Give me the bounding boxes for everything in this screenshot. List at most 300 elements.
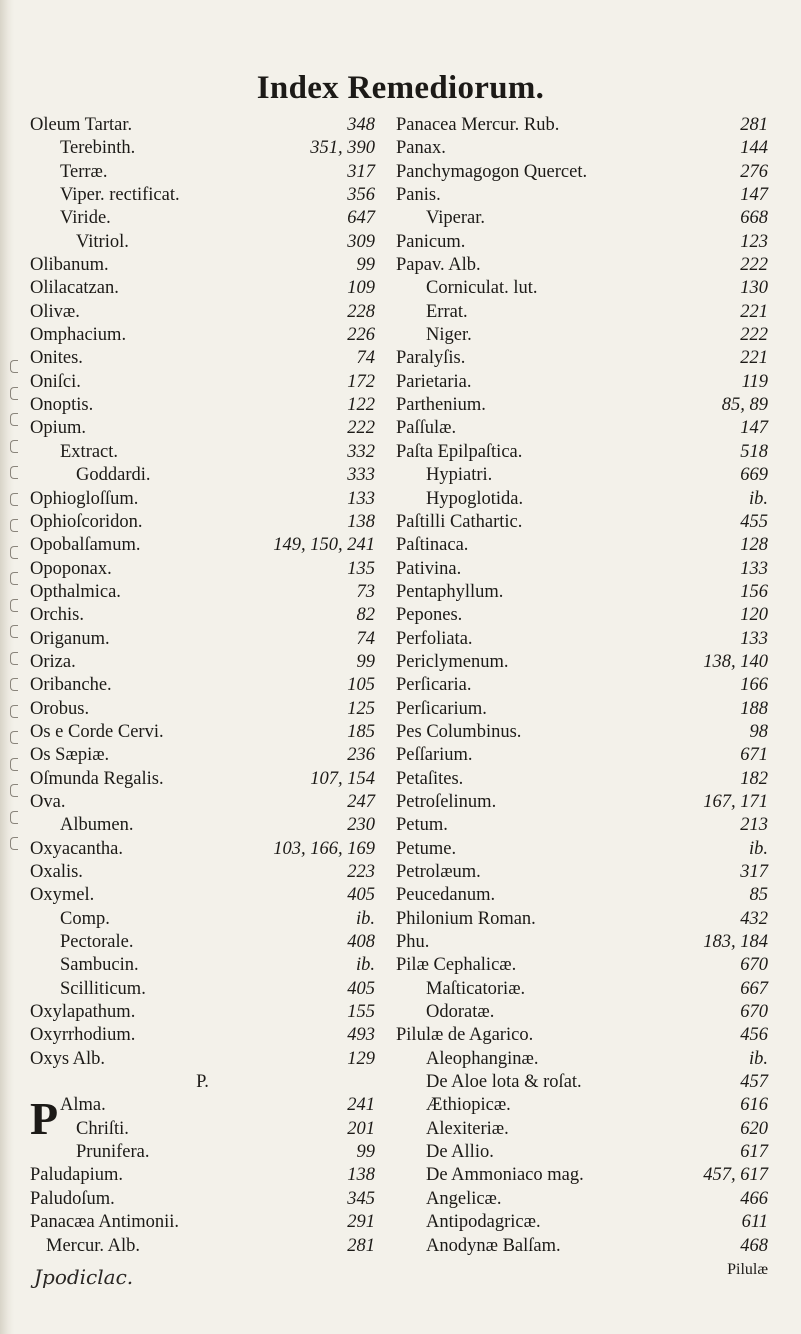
- index-entry-page: 133: [740, 558, 768, 579]
- index-entry: [396, 558, 768, 581]
- index-entry: [30, 1235, 375, 1258]
- index-entry: [396, 674, 768, 697]
- index-entry-term: Alexiteriæ.: [426, 1118, 509, 1139]
- index-entry-term: Maſticatoriæ.: [426, 978, 526, 999]
- index-entry-term: De Allio.: [426, 1142, 494, 1163]
- index-entry: [396, 791, 768, 814]
- index-entry-page: 332: [347, 441, 375, 462]
- index-entry: [30, 604, 375, 627]
- index-entry: [30, 791, 375, 814]
- index-entry-term: Terræ.: [60, 161, 108, 182]
- index-entry-page: 456: [740, 1025, 768, 1046]
- index-entry-page: 669: [740, 465, 768, 486]
- index-entry-term: Periclymenum.: [396, 651, 509, 672]
- index-entry: [396, 1024, 768, 1047]
- index-entry-term: Paludapium.: [30, 1165, 124, 1186]
- index-entry: [396, 1001, 768, 1024]
- index-entry-term: Paſtinaca.: [396, 535, 469, 556]
- index-entry: [30, 184, 375, 207]
- index-entry-page: 144: [740, 138, 768, 159]
- index-entry: [396, 207, 768, 230]
- index-entry-page: 222: [740, 325, 768, 346]
- index-entry-term: Os Sæpiæ.: [30, 745, 110, 766]
- index-entry: [30, 558, 375, 581]
- index-entry: [396, 1188, 768, 1211]
- index-entry: [396, 978, 768, 1001]
- index-entry: [30, 651, 375, 674]
- index-entry-term: Odoratæ.: [426, 1002, 495, 1023]
- index-entry-page: 241: [347, 1095, 375, 1116]
- index-entry: [30, 324, 375, 347]
- index-entry: [30, 744, 375, 767]
- index-entry: [396, 954, 768, 977]
- index-entry-page: 120: [740, 605, 768, 626]
- index-entry-term: Perfoliata.: [396, 628, 473, 649]
- index-entry: [396, 1211, 768, 1234]
- index-entry-term: Pilæ Cephalicæ.: [396, 955, 517, 976]
- index-entry: [30, 207, 375, 230]
- index-entry: [30, 954, 375, 977]
- index-entry-term: Chriſti.: [76, 1118, 129, 1139]
- index-entry: [30, 254, 375, 277]
- index-entry-term: Scilliticum.: [60, 978, 146, 999]
- index-entry-term: Sambucin.: [60, 955, 139, 976]
- index-entry: [30, 1071, 375, 1094]
- index-entry: [396, 651, 768, 674]
- index-entry-page: 122: [347, 395, 375, 416]
- index-entry: [396, 768, 768, 791]
- index-entry-term: Viperar.: [426, 208, 485, 229]
- index-entry-page: 667: [740, 978, 768, 999]
- index-entry: [396, 1118, 768, 1141]
- index-entry: [396, 1071, 768, 1094]
- index-entry-page: 408: [347, 932, 375, 953]
- index-entry-page: 138: [347, 1165, 375, 1186]
- index-entry: [30, 698, 375, 721]
- index-entry-term: Origanum.: [30, 628, 110, 649]
- index-entry-page: 183, 184: [703, 932, 768, 953]
- index-entry-term: Papav. Alb.: [396, 255, 481, 276]
- index-entry-term: Terebinth.: [60, 138, 136, 159]
- index-entry-term: Pes Columbinus.: [396, 721, 522, 742]
- index-entry-term: Vitriol.: [76, 231, 129, 252]
- index-entry: [396, 324, 768, 347]
- index-entry-page: 167, 171: [703, 791, 768, 812]
- index-entry-page: 317: [740, 862, 768, 882]
- index-entry-term: Oleum Tartar.: [30, 115, 133, 135]
- index-entry: [396, 231, 768, 254]
- index-entry: [396, 931, 768, 954]
- index-entry-page: 85, 89: [721, 395, 768, 416]
- index-entry-term: Pilulæ de Agarico.: [396, 1025, 534, 1046]
- index-entry: [30, 371, 375, 394]
- index-entry: [30, 231, 375, 254]
- index-entry: [30, 511, 375, 534]
- index-entry-page: 125: [347, 698, 375, 719]
- index-entry: [396, 908, 768, 931]
- index-entry-term: Hypoglotida.: [426, 488, 524, 509]
- index-entry-term: Olibanum.: [30, 255, 109, 276]
- index-entry-term: Opoponax.: [30, 558, 112, 579]
- index-entry-page: 133: [347, 488, 375, 509]
- index-entry-term: Viper. rectificat.: [60, 185, 180, 206]
- index-entry-page: 133: [740, 628, 768, 649]
- index-entry-page: 107, 154: [310, 768, 375, 789]
- index-entry-term: Opthalmica.: [30, 581, 121, 602]
- index-entry-page: 138, 140: [703, 651, 768, 672]
- index-entry: [396, 604, 768, 627]
- index-entry: [30, 931, 375, 954]
- index-entry-term: Philonium Roman.: [396, 908, 536, 929]
- index-entry: [396, 1164, 768, 1187]
- index-entry-page: 129: [347, 1048, 375, 1069]
- index-entry-page: ib.: [748, 838, 768, 859]
- index-entry-term: Panicum.: [396, 231, 466, 252]
- index-entry: [396, 1141, 768, 1164]
- index-entry: [396, 371, 768, 394]
- index-entry-term: Perſicarium.: [396, 698, 487, 719]
- index-entry-term: Phu.: [396, 932, 430, 953]
- index-entry: [30, 161, 375, 184]
- index-entry-page: 617: [740, 1142, 768, 1163]
- index-entry-term: Petaſites.: [396, 768, 464, 789]
- index-entry-page: ib.: [748, 488, 768, 509]
- index-entry-page: 647: [347, 208, 375, 229]
- index-entry: [30, 1188, 375, 1211]
- index-entry-term: Panax.: [396, 138, 446, 159]
- index-entry-page: 147: [740, 185, 768, 206]
- index-entry: [30, 1164, 375, 1187]
- index-entry-term: Paſſulæ.: [396, 418, 457, 439]
- index-entry-term: Onites.: [30, 348, 83, 369]
- index-entry: [30, 908, 375, 931]
- index-entry: [30, 838, 375, 861]
- index-entry: [30, 581, 375, 604]
- index-entry-page: 82: [356, 605, 375, 626]
- index-entry-page: 135: [347, 558, 375, 579]
- index-entry: [30, 1141, 375, 1164]
- index-entry-page: 105: [347, 675, 375, 696]
- index-entry: [396, 277, 768, 300]
- index-entry-term: Os e Corde Cervi.: [30, 721, 164, 742]
- index-entry-term: Oxymel.: [30, 885, 95, 906]
- index-entry-page: 103, 166, 169: [273, 838, 375, 859]
- index-entry-term: Ova.: [30, 791, 66, 812]
- index-entry-page: 493: [347, 1025, 375, 1046]
- margin-bracket-marks: [10, 360, 20, 830]
- index-entry-term: Petum.: [396, 815, 448, 836]
- index-entry-page: 74: [356, 348, 375, 369]
- index-entry: [30, 721, 375, 744]
- index-entry: [396, 838, 768, 861]
- index-entry-term: Olivæ.: [30, 301, 80, 322]
- index-entry: [396, 394, 768, 417]
- index-entry-term: Peucedanum.: [396, 885, 496, 906]
- index-entry: [396, 628, 768, 651]
- index-entry: [30, 1048, 375, 1071]
- index-entry-page: 155: [347, 1002, 375, 1023]
- index-entry-page: ib.: [355, 955, 375, 976]
- index-entry-term: Petroſelinum.: [396, 791, 497, 812]
- index-entry-term: Omphacium.: [30, 325, 127, 346]
- index-entry-page: 317: [347, 161, 375, 182]
- index-entry-page: 281: [740, 115, 768, 135]
- index-entry-page: 213: [740, 815, 768, 836]
- index-entry-page: 457, 617: [703, 1165, 768, 1186]
- index-entry-page: 518: [740, 441, 768, 462]
- index-entry-term: Peſſarium.: [396, 745, 473, 766]
- index-entry-page: 457: [740, 1072, 768, 1093]
- index-entry-page: 156: [740, 581, 768, 602]
- index-entry-page: 466: [740, 1188, 768, 1209]
- index-entry-term: Oniſci.: [30, 371, 81, 392]
- index-entry-term: Comp.: [60, 908, 110, 929]
- index-entry-page: 166: [740, 675, 768, 696]
- index-entry-term: Aleophanginæ.: [426, 1048, 539, 1069]
- index-entry-page: 222: [740, 255, 768, 276]
- index-entry-page: 291: [347, 1212, 375, 1233]
- index-entry: [30, 1118, 375, 1141]
- index-entry: [396, 161, 768, 184]
- index-entry: [396, 861, 768, 884]
- index-entry: [30, 978, 375, 1001]
- index-entry-page: 149, 150, 241: [273, 535, 375, 556]
- index-entry: [396, 347, 768, 370]
- index-entry-page: 230: [347, 815, 375, 836]
- index-column-right: [396, 114, 768, 1281]
- index-entry-page: 668: [740, 208, 768, 229]
- index-entry-page: 138: [347, 511, 375, 532]
- catchword: Pilulæ: [727, 1260, 768, 1278]
- index-entry-term: Pectorale.: [60, 932, 134, 953]
- index-entry-page: 188: [740, 698, 768, 719]
- index-entry-term: Paſta Epilpaſtica.: [396, 441, 523, 462]
- index-entry-page: 333: [347, 465, 375, 486]
- index-entry-term: Extract.: [60, 441, 119, 462]
- index-entry-term: Errat.: [426, 301, 468, 322]
- index-entry-term: Ophioſcoridon.: [30, 511, 143, 532]
- index-entry: [396, 581, 768, 604]
- index-entry-page: 128: [740, 535, 768, 556]
- index-entry-term: P.: [196, 1072, 209, 1093]
- index-entry: [396, 698, 768, 721]
- index-entry-term: Opium.: [30, 418, 87, 439]
- index-entry: [396, 184, 768, 207]
- index-entry-term: Onoptis.: [30, 395, 94, 416]
- index-entry: [30, 394, 375, 417]
- index-entry: [396, 814, 768, 837]
- index-entry-page: 99: [356, 1142, 375, 1163]
- index-entry-page: 671: [740, 745, 768, 766]
- index-entry-page: 123: [740, 231, 768, 252]
- index-entry-page: 172: [347, 371, 375, 392]
- index-entry-term: Alma.: [60, 1095, 106, 1116]
- index-entry-term: Goddardi.: [76, 465, 151, 486]
- index-entry-page: 182: [740, 768, 768, 789]
- index-entry-term: De Aloe lota & roſat.: [426, 1072, 582, 1093]
- index-entry-term: Orobus.: [30, 698, 90, 719]
- index-entry-page: 74: [356, 628, 375, 649]
- index-entry-term: De Ammoniaco mag.: [426, 1165, 584, 1186]
- index-entry: [30, 674, 375, 697]
- index-entry-term: Oxyacantha.: [30, 838, 123, 859]
- index-entry-page: 85: [749, 885, 768, 906]
- index-entry: [30, 114, 375, 137]
- index-entry-term: Viride.: [60, 208, 111, 229]
- index-entry: [396, 1094, 768, 1117]
- index-entry-term: Antipodagricæ.: [426, 1212, 541, 1233]
- index-entry-page: 405: [347, 978, 375, 999]
- index-entry-term: Pativina.: [396, 558, 462, 579]
- index-entry-page: 309: [347, 231, 375, 252]
- index-entry: [396, 488, 768, 511]
- index-entry-term: Pepones.: [396, 605, 463, 626]
- index-entry-page: 247: [347, 791, 375, 812]
- index-entry-term: Paludoſum.: [30, 1188, 115, 1209]
- index-entry: [30, 861, 375, 884]
- index-entry-page: 130: [740, 278, 768, 299]
- index-entry-page: 221: [740, 301, 768, 322]
- index-entry-page: 226: [347, 325, 375, 346]
- index-entry-term: Oſmunda Regalis.: [30, 768, 164, 789]
- catchword-row: [396, 1258, 768, 1281]
- index-entry-page: 98: [749, 721, 768, 742]
- index-entry: [30, 301, 375, 324]
- index-entry-page: 620: [740, 1118, 768, 1139]
- index-column-left: [30, 114, 375, 1258]
- index-entry: [30, 1211, 375, 1234]
- index-entry: [30, 347, 375, 370]
- index-entry-page: 455: [740, 511, 768, 532]
- index-entry-term: Oxys Alb.: [30, 1048, 106, 1069]
- index-entry-page: 119: [741, 371, 768, 392]
- index-entry-term: Panis.: [396, 185, 441, 206]
- index-entry-page: 147: [740, 418, 768, 439]
- index-entry: [30, 137, 375, 160]
- index-entry-term: Prunifera.: [76, 1142, 150, 1163]
- index-entry-term: Panacea Mercur. Rub.: [396, 115, 560, 135]
- index-entry-page: 468: [740, 1235, 768, 1256]
- index-entry-term: Olilacatzan.: [30, 278, 119, 299]
- index-entry: [30, 628, 375, 651]
- index-entry-term: Angelicæ.: [426, 1188, 502, 1209]
- index-entry-term: Parietaria.: [396, 371, 472, 392]
- index-entry-term: Orchis.: [30, 605, 84, 626]
- index-entry: [30, 488, 375, 511]
- index-entry-term: Anodynæ Balſam.: [426, 1235, 561, 1256]
- index-entry-page: 73: [356, 581, 375, 602]
- index-entry-page: 432: [740, 908, 768, 929]
- index-entry: [396, 417, 768, 440]
- index-entry-term: Oxyrrhodium.: [30, 1025, 136, 1046]
- index-entry-page: 99: [356, 651, 375, 672]
- index-entry-page: 616: [740, 1095, 768, 1116]
- index-entry-term: Æthiopicæ.: [426, 1095, 511, 1116]
- index-entry-page: ib.: [355, 908, 375, 929]
- index-entry: [396, 464, 768, 487]
- index-entry-page: 281: [347, 1235, 375, 1256]
- index-entry-page: 109: [347, 278, 375, 299]
- index-entry: [396, 744, 768, 767]
- index-entry: [396, 254, 768, 277]
- index-entry: [396, 137, 768, 160]
- index-entry-term: Oriza.: [30, 651, 76, 672]
- index-entry-term: Opobalſamum.: [30, 535, 141, 556]
- index-entry-term: Paralyſis.: [396, 348, 466, 369]
- index-entry-page: 670: [740, 1002, 768, 1023]
- index-entry: [30, 884, 375, 907]
- index-entry: [30, 277, 375, 300]
- index-entry-page: ib.: [748, 1048, 768, 1069]
- index-entry: [30, 768, 375, 791]
- index-entry-term: Paſtilli Cathartic.: [396, 511, 523, 532]
- index-entry-term: Niger.: [426, 325, 472, 346]
- index-entry-page: 276: [740, 161, 768, 182]
- index-entry: [396, 511, 768, 534]
- index-entry: [396, 301, 768, 324]
- index-entry-term: Oxylapathum.: [30, 1002, 136, 1023]
- index-entry-term: Petrolæum.: [396, 862, 481, 882]
- index-entry-term: Perſicaria.: [396, 675, 472, 696]
- index-entry-page: 611: [741, 1212, 768, 1233]
- index-entry-term: Ophiogloſſum.: [30, 488, 139, 509]
- handwritten-signature: Jpodiclac.: [34, 1265, 134, 1289]
- index-entry: [30, 441, 375, 464]
- index-entry-page: 356: [347, 185, 375, 206]
- index-entry: [396, 114, 768, 137]
- index-entry-term: Albumen.: [60, 815, 134, 836]
- index-entry-page: 351, 390: [310, 138, 375, 159]
- index-entry-page: 185: [347, 721, 375, 742]
- index-entry-term: Hypiatri.: [426, 465, 493, 486]
- index-entry-term: Parthenium.: [396, 395, 486, 416]
- index-entry: [30, 1024, 375, 1047]
- index-entry-page: 405: [347, 885, 375, 906]
- index-entry-term: Panacæa Antimonii.: [30, 1212, 180, 1233]
- drop-cap-letter: P: [30, 1093, 59, 1145]
- index-entry: [396, 884, 768, 907]
- index-entry-term: Panchymagogon Quercet.: [396, 161, 588, 182]
- index-entry-term: Mercur. Alb.: [46, 1235, 141, 1256]
- index-entry-page: 223: [347, 862, 375, 882]
- index-entry: [396, 1048, 768, 1071]
- index-entry-term: Oribanche.: [30, 675, 112, 696]
- index-entry-term: Corniculat. lut.: [426, 278, 538, 299]
- index-entry-page: 345: [347, 1188, 375, 1209]
- page-title: Index Remediorum.: [256, 70, 545, 106]
- index-entry-term: Petume.: [396, 838, 457, 859]
- index-entry: [30, 464, 375, 487]
- index-entry-page: 228: [347, 301, 375, 322]
- index-entry-page: 236: [347, 745, 375, 766]
- index-entry-page: 348: [347, 115, 375, 135]
- index-entry: [396, 1235, 768, 1258]
- index-entry-page: 99: [356, 255, 375, 276]
- index-entry: [30, 814, 375, 837]
- index-entry-page: 670: [740, 955, 768, 976]
- index-entry: [30, 534, 375, 557]
- index-entry: [30, 417, 375, 440]
- index-entry-page: 222: [347, 418, 375, 439]
- index-entry-page: 201: [347, 1118, 375, 1139]
- index-entry-term: Oxalis.: [30, 862, 83, 882]
- index-entry: [396, 534, 768, 557]
- index-entry-term: Pentaphyllum.: [396, 581, 504, 602]
- index-entry-page: 221: [740, 348, 768, 369]
- index-entry: [30, 1001, 375, 1024]
- index-entry: [396, 441, 768, 464]
- index-entry: [396, 721, 768, 744]
